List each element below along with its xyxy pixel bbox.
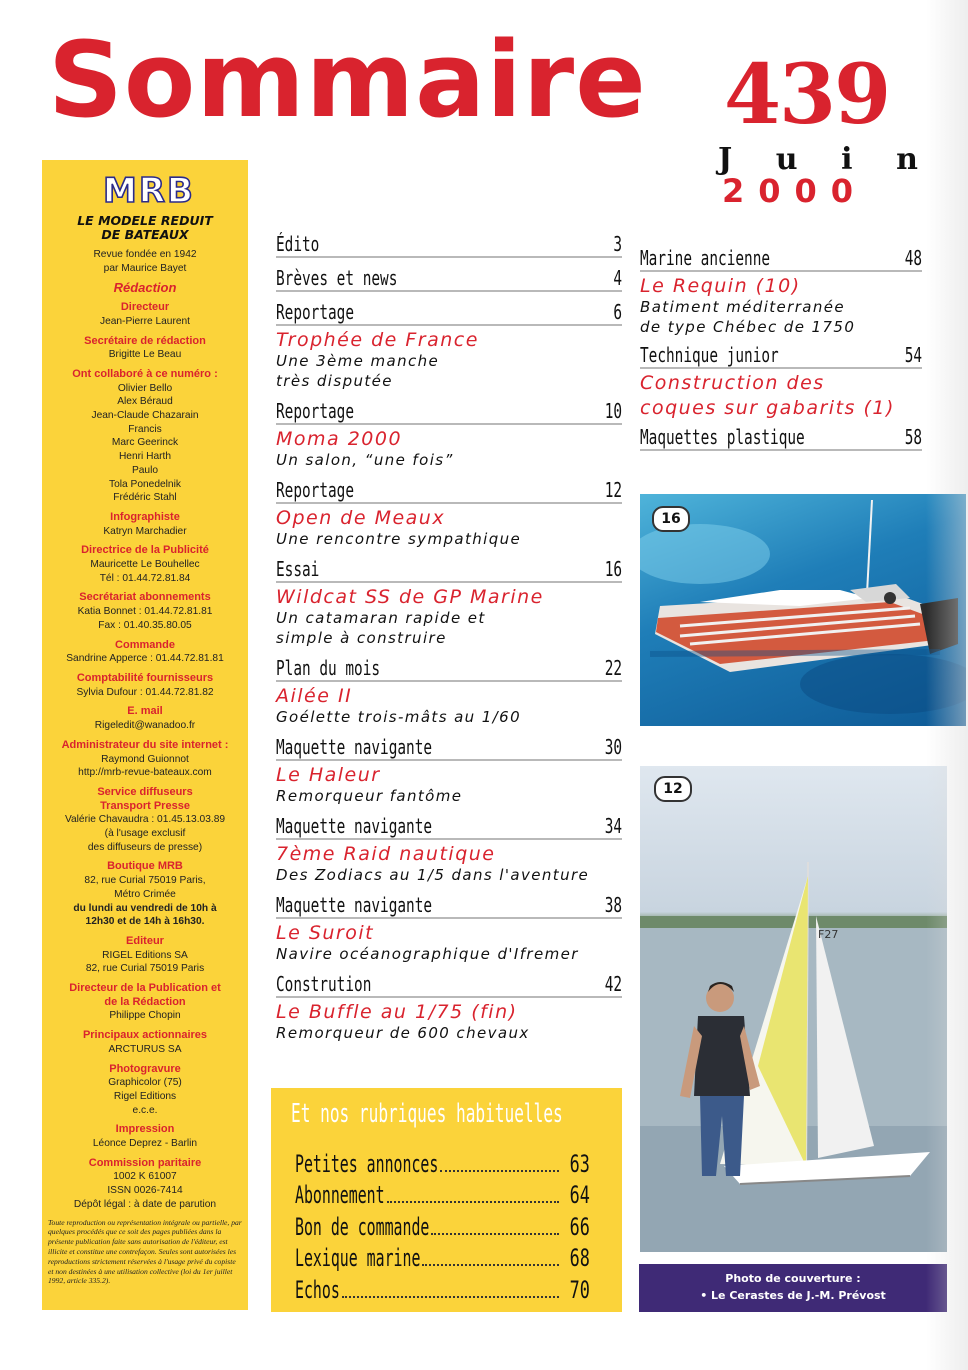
toc-article-subtitle: Remorqueur fantôme: [276, 787, 463, 805]
regular-section-label-wrap: [295, 1276, 340, 1304]
credit-line: des diffuseurs de presse): [87, 841, 203, 853]
credit-line: Alex Béraud: [117, 396, 173, 408]
toc-heading-row: [276, 474, 622, 504]
cover-photo-caption: [639, 1264, 947, 1312]
toc-entry[interactable]: [640, 242, 922, 337]
toc-entry[interactable]: [276, 968, 622, 1043]
toc-page-number: 48: [904, 246, 922, 270]
toc-category: Constrution: [276, 972, 372, 996]
toc-page-number: 12: [604, 478, 622, 502]
toc-entry[interactable]: [640, 421, 922, 451]
credit-line: Tola Ponedelnik: [109, 478, 181, 490]
regular-section-page: 68: [569, 1244, 590, 1272]
magazine-subtitle: [48, 214, 242, 242]
toc-page-number: 54: [904, 343, 922, 367]
toc-category: Maquette navigante: [276, 735, 433, 759]
regular-section-label-wrap: [295, 1244, 420, 1272]
regular-section-label: Petites annonces: [295, 1149, 439, 1178]
toc-category: Technique junior: [640, 343, 779, 367]
toc-entry[interactable]: [276, 652, 622, 727]
photo-sailboat: [640, 766, 947, 1252]
page-title: Sommaire: [48, 19, 647, 141]
toc-article-title: Le Buffle au 1/75 (fin): [276, 1001, 518, 1023]
toc-heading-row: [276, 889, 622, 919]
credit-line: Katryn Marchadier: [103, 525, 187, 537]
credit-line: RIGEL Editions SA: [102, 949, 188, 961]
credit-line: Olivier Bello: [117, 382, 173, 394]
toc-article-title: Le Haleur: [276, 764, 381, 786]
toc-category: Essai: [276, 557, 320, 581]
toc-article-title: Le Suroit: [276, 922, 375, 944]
regular-sections-list: [295, 1146, 590, 1304]
credit-line: Graphicolor (75): [108, 1077, 182, 1089]
credit-heading: Rédaction: [113, 280, 177, 296]
caption-line: Photo de couverture :: [725, 1272, 861, 1285]
credit-line: Raymond Guionnot: [101, 753, 189, 765]
dot-leader: [431, 1233, 559, 1235]
credit-line: 1002 K 61007: [113, 1171, 177, 1183]
toc-page-number: 42: [604, 972, 622, 996]
credit-line: Valérie Chavaudra : 01.45.13.03.89: [64, 814, 226, 826]
page-badge: 16: [652, 506, 690, 532]
sailboat-illustration: [640, 766, 947, 1252]
credit-heading: Transport Presse: [100, 799, 190, 812]
month-letter: J: [718, 142, 733, 177]
toc-heading-row: [276, 228, 622, 258]
credit-heading: Editeur: [126, 934, 164, 947]
credit-line: Sandrine Apperce : 01.44.72.81.81: [66, 653, 224, 665]
toc-article-subtitle: de type Chébec de 1750: [640, 318, 856, 336]
credit-heading: Administrateur du site internet :: [61, 738, 229, 751]
toc-category: Reportage: [276, 478, 355, 502]
toc-article-subtitle: simple à construire: [276, 629, 447, 647]
credit-line: ISSN 0026-7414: [107, 1185, 183, 1197]
credit-heading: Infographiste: [110, 510, 180, 523]
toc-article-subtitle: Une rencontre sympathique: [276, 530, 522, 548]
regular-section-row[interactable]: [295, 1146, 590, 1178]
credit-line: http://mrb-revue-bateaux.com: [78, 767, 212, 779]
credit-line: (à l'usage exclusif: [104, 828, 186, 840]
credit-heading: de la Rédaction: [104, 995, 186, 1008]
regular-section-row[interactable]: [295, 1209, 590, 1241]
toc-entry[interactable]: [276, 474, 622, 549]
page-badge: 12: [654, 776, 692, 802]
toc-article-subtitle: Goélette trois-mâts au 1/60: [276, 708, 522, 726]
toc-article-subtitle: Batiment méditerranée: [640, 298, 846, 316]
toc-page-number: 30: [604, 735, 622, 759]
toc-page-number: 3: [613, 232, 622, 256]
toc-heading-row: [640, 421, 922, 451]
credit-line: Sylvia Dufour : 01.44.72.81.82: [76, 686, 214, 698]
sail-number: F27: [818, 928, 839, 941]
credit-line: 82, rue Curial 75019 Paris: [85, 963, 205, 975]
credit-line: Dépôt légal : à date de parution: [73, 1198, 217, 1210]
credit-heading: Photogravure: [109, 1062, 181, 1075]
toc-entry[interactable]: [276, 889, 622, 964]
credit-line: ARCTURUS SA: [108, 1043, 182, 1055]
toc-category: Maquettes plastique: [640, 425, 805, 449]
toc-entry[interactable]: [276, 731, 622, 806]
toc-article-title: 7ème Raid nautique: [276, 843, 496, 865]
caption-line: • Le Cerastes de J.-M. Prévost: [700, 1289, 886, 1302]
toc-page-number: 10: [604, 399, 622, 423]
issue-number: 439: [724, 47, 890, 143]
dot-leader: [387, 1201, 560, 1203]
toc-category: Reportage: [276, 300, 355, 324]
dot-leader: [422, 1264, 559, 1266]
toc-entry[interactable]: [276, 395, 622, 470]
toc-column-middle: [276, 228, 622, 1047]
credit-line: Jean-Claude Chazarain: [91, 410, 199, 422]
credit-heading: Service diffuseurs: [97, 785, 193, 798]
toc-category: Brèves et news: [276, 266, 398, 290]
toc-article-title: Open de Meaux: [276, 507, 446, 529]
credit-heading: Impression: [115, 1123, 175, 1136]
photo-catamaran: [640, 494, 966, 726]
toc-heading-row: [276, 296, 622, 326]
toc-entry[interactable]: [276, 810, 622, 885]
dot-leader: [342, 1296, 559, 1298]
credit-line: Philippe Chopin: [109, 1010, 181, 1022]
credit-line: Mauricette Le Bouhellec: [90, 559, 200, 571]
toc-heading-row: [276, 395, 622, 425]
credit-line: Tél : 01.44.72.81.84: [99, 572, 191, 584]
regular-section-row[interactable]: [295, 1272, 590, 1304]
toc-entry[interactable]: [276, 262, 622, 292]
regular-section-label: Abonnement: [295, 1181, 385, 1209]
month-letter: n: [896, 142, 918, 177]
toc-page-number: 58: [904, 425, 922, 449]
credit-heading: Directeur: [120, 301, 170, 314]
toc-heading-row: [276, 652, 622, 682]
toc-page-number: 4: [613, 266, 622, 290]
toc-article-subtitle: très disputée: [276, 372, 393, 390]
regular-section-label: Lexique marine: [295, 1244, 421, 1272]
subtitle-line: DE BATEAUX: [101, 227, 189, 242]
credit-heading: Commission paritaire: [88, 1156, 202, 1169]
toc-heading-row: [276, 731, 622, 761]
toc-category: Plan du mois: [276, 656, 381, 680]
toc-article-title: coques sur gabarits (1): [640, 397, 895, 419]
toc-entry[interactable]: [276, 228, 622, 258]
toc-article-subtitle: Un salon, “une fois”: [276, 451, 454, 469]
credit-heading: Secrétaire de rédaction: [84, 334, 206, 347]
toc-column-right: [640, 242, 922, 453]
mrb-logo: MRB: [103, 171, 195, 211]
toc-entry[interactable]: [640, 339, 922, 419]
subtitle-line: LE MODELE REDUIT: [77, 213, 213, 228]
issue-year: 2000: [722, 172, 868, 210]
credit-heading: Commande: [115, 638, 175, 651]
toc-article-title: Construction des: [640, 372, 825, 394]
toc-category: Maquette navigante: [276, 814, 433, 838]
regular-section-label-wrap: [295, 1181, 385, 1209]
regular-section-row[interactable]: [295, 1241, 590, 1273]
credit-line: Paulo: [131, 464, 159, 476]
regular-sections-box: [271, 1088, 622, 1312]
credit-line: Henri Harth: [118, 451, 172, 463]
toc-heading-row: [276, 810, 622, 840]
regular-sections-heading: Et nos rubriques habituelles: [291, 1099, 563, 1129]
toc-heading-row: [276, 968, 622, 998]
credit-line: Brigitte Le Beau: [108, 349, 182, 361]
credit-line: 12h30 et de 14h à 16h30.: [85, 916, 205, 928]
month-letter: u: [775, 142, 798, 177]
credit-heading: Directrice de la Publicité: [81, 544, 209, 557]
credit-heading: E. mail: [127, 705, 163, 718]
regular-section-page: 70: [569, 1275, 590, 1304]
credit-line: Marc Geerinck: [111, 437, 179, 449]
regular-section-label-wrap: [295, 1213, 429, 1241]
toc-page-number: 34: [604, 814, 622, 838]
toc-entry[interactable]: [276, 296, 622, 391]
toc-article-title: Le Requin (10): [640, 275, 801, 297]
credit-heading: Secrétariat abonnements: [79, 591, 211, 604]
credit-line: Revue fondée en 1942: [93, 249, 197, 260]
regular-section-label: Echos: [295, 1275, 340, 1304]
credit-line: Fax : 01.40.35.80.05: [98, 619, 192, 631]
month-letter: i: [841, 142, 853, 177]
credit-line: du lundi au vendredi de 10h à: [73, 902, 217, 914]
toc-article-subtitle: Remorqueur de 600 chevaux: [276, 1024, 530, 1042]
credit-line: Jean-Pierre Laurent: [99, 315, 191, 327]
toc-article-title: Wildcat SS de GP Marine: [276, 586, 544, 608]
regular-section-page: 64: [569, 1181, 590, 1209]
toc-article-title: Trophée de France: [276, 329, 479, 351]
toc-heading-row: [276, 553, 622, 583]
masthead-sidebar: [42, 160, 248, 1310]
catamaran-illustration: [640, 494, 966, 726]
toc-heading-row: [640, 339, 922, 369]
toc-heading-row: [276, 262, 622, 292]
credit-line: Katia Bonnet : 01.44.72.81.81: [77, 606, 213, 618]
dot-leader: [440, 1170, 559, 1172]
issue-month: [718, 142, 918, 177]
credit-heading: Directeur de la Publication et: [69, 982, 221, 995]
credit-line: Frédéric Stahl: [113, 492, 177, 504]
credit-heading: Principaux actionnaires: [82, 1029, 208, 1042]
toc-page-number: 16: [604, 557, 622, 581]
toc-article-subtitle: Une 3ème manche: [276, 352, 440, 370]
credit-line: 82, rue Curial 75019 Paris,: [84, 875, 206, 887]
credit-line: e.c.e.: [132, 1104, 158, 1116]
toc-article-title: Ailée II: [276, 685, 353, 707]
masthead-credits: [48, 248, 242, 1212]
toc-heading-row: [640, 242, 922, 272]
toc-page-number: 38: [604, 893, 622, 917]
credit-line: Métro Crimée: [114, 888, 176, 900]
credit-line: Léonce Deprez - Barlin: [92, 1138, 198, 1150]
credit-heading: Boutique MRB: [107, 860, 183, 873]
toc-article-subtitle: Des Zodiacs au 1/5 dans l'aventure: [276, 866, 590, 884]
toc-category: Marine ancienne: [640, 246, 771, 270]
toc-page-number: 22: [604, 656, 622, 680]
credit-heading: Ont collaboré à ce numéro :: [72, 367, 218, 380]
regular-section-label: Bon de commande: [295, 1212, 430, 1241]
toc-page-number: 6: [613, 300, 622, 324]
toc-category: Maquette navigante: [276, 893, 433, 917]
legal-notice: Toute reproduction ou représentation intégrale ou partielle, par quelques procédés que ce soit des pages publiées dans la présente publication faite sans autorisation de l'éditeur, est illicite et constitue une contrefaçon. Seules sont autorisées les reproductions strictement réservées à l'usage privé du copiste et non destinées à une utilisation collective (loi du 1er juillet 1992, article 335.2).: [48, 1217, 242, 1286]
toc-category: Reportage: [276, 399, 355, 423]
regular-section-page: 63: [569, 1149, 590, 1178]
credit-line: Rigeledit@wanadoo.fr: [94, 720, 196, 732]
toc-article-subtitle: Navire océanographique d'Ifremer: [276, 945, 579, 963]
credit-line: Francis: [128, 423, 162, 435]
regular-section-page: 66: [569, 1212, 590, 1241]
toc-article-subtitle: Un catamaran rapide et: [276, 609, 486, 627]
page-edge-shadow: [926, 0, 968, 1370]
toc-entry[interactable]: [276, 553, 622, 648]
credit-heading: Comptabilité fournisseurs: [76, 671, 214, 684]
regular-section-row[interactable]: [295, 1178, 590, 1210]
toc-article-title: Moma 2000: [276, 428, 403, 450]
toc-category: Édito: [276, 232, 320, 256]
regular-section-label-wrap: [295, 1150, 438, 1178]
credit-line: Rigel Editions: [113, 1090, 177, 1102]
credit-line: par Maurice Bayet: [103, 262, 187, 274]
